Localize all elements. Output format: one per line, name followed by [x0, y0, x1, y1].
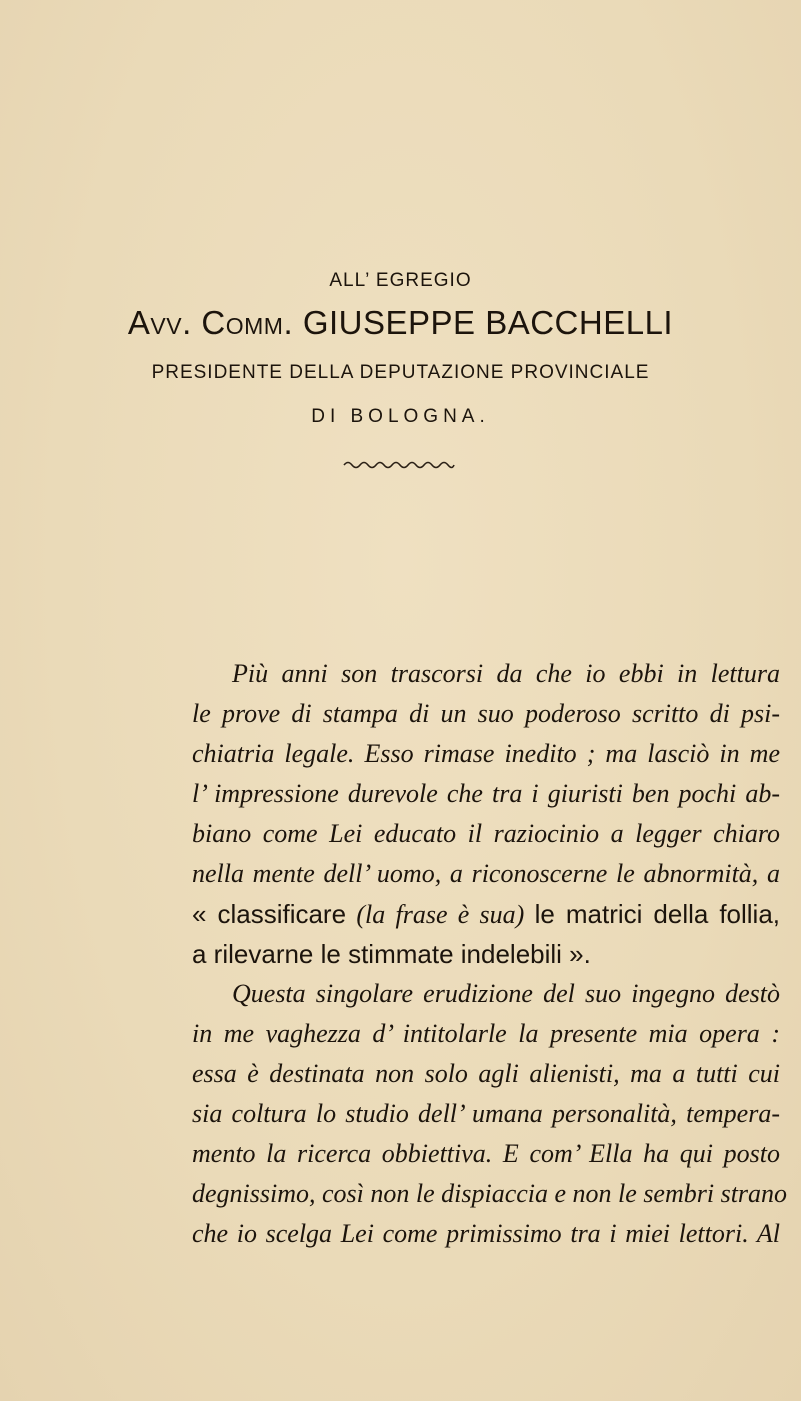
- paragraph-line: sia coltura lo studio dell’ umana personalità, tempera-: [192, 1099, 780, 1128]
- quote-aside: (la frase è sua): [356, 900, 525, 929]
- paragraph-one-body: [192, 694, 780, 974]
- dedicatee-role: PRESIDENTE DELLA DEPUTAZIONE PROVINCIALE: [151, 362, 650, 383]
- dedicatee-name-line: [0, 304, 801, 342]
- quote-last-line: a rilevarne le stimmate indelebili ».: [192, 939, 591, 969]
- dedication-addressee-line: ALL’ EGREGIO: [329, 270, 472, 291]
- paragraph-line: che io scelga Lei come primissimo tra i miei lettori. Al: [192, 1219, 780, 1248]
- paragraph-two-body: [192, 1014, 788, 1254]
- dedicatee-title: Avv. Comm.: [127, 304, 294, 341]
- quote-line: [192, 894, 780, 934]
- paragraph-one: [232, 654, 780, 694]
- dedicatee-name: GIUSEPPE BACCHELLI: [302, 304, 674, 341]
- paragraph-line: chiatria legale. Esso rimase inedito ; ma lasciò in me: [192, 739, 780, 768]
- paragraph-line: in me vaghezza d’ intitolarle la presente mia opera :: [192, 1019, 780, 1048]
- paragraph-line: Questa singolare erudizione del suo ingegno destò: [232, 979, 780, 1008]
- paragraph-line: mento la ricerca obbiettiva. E com’ Ella ha qui posto: [192, 1139, 780, 1168]
- paragraph-line: nella mente dell’ uomo, a riconoscerne le abnormità, a: [192, 859, 780, 888]
- paragraph-two-first: [232, 974, 780, 1014]
- quote-open: « classificare: [192, 899, 347, 929]
- paragraph-line: Più anni son trascorsi da che io ebbi in lettura: [232, 659, 780, 688]
- paragraph-line: le prove di stampa di un suo poderoso scritto di psi-: [192, 699, 780, 728]
- paragraph-line: biano come Lei educato il raziocinio a legger chiaro: [192, 819, 780, 848]
- paragraph-line: l’ impressione durevole che tra i giuristi ben pochi ab-: [192, 779, 780, 808]
- quote-rest: le matrici della follia,: [534, 899, 781, 929]
- wavy-ornament-divider: [342, 458, 456, 470]
- paragraph-line: essa è destinata non solo agli alienisti, ma a tutti cui: [192, 1059, 780, 1088]
- dedicatee-city: DI BOLOGNA.: [311, 406, 490, 427]
- paragraph-line: degnissimo, così non le dispiaccia e non le sembri strano: [192, 1179, 788, 1208]
